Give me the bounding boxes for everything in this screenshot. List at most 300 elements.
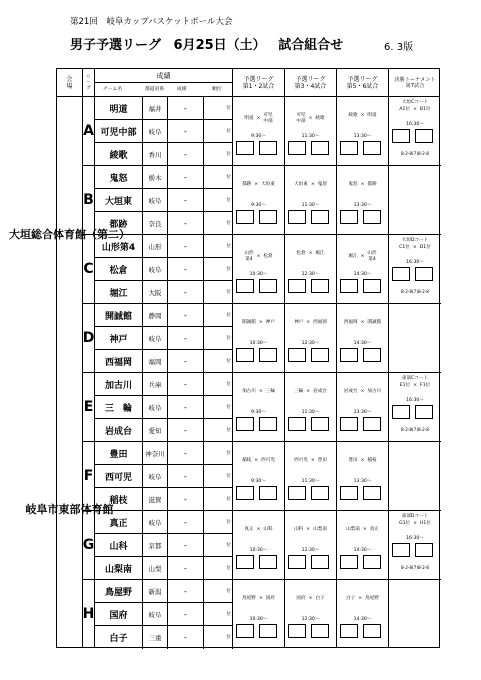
match-team-a: A1位: [399, 107, 411, 112]
team-prefecture: 岐阜: [143, 327, 168, 349]
game-format-note: 8-2-8(7)8-2-8: [401, 427, 429, 432]
match-pairing: [338, 596, 387, 602]
team-record: -: [168, 189, 204, 211]
m34-cell: [285, 373, 337, 441]
venue-char: 大: [9, 227, 20, 241]
score-box-b: [415, 129, 433, 143]
league-group-c: [83, 235, 441, 304]
rank-suffix: 位: [226, 244, 231, 249]
m34-cell: [285, 304, 337, 372]
team-rank: [204, 488, 233, 511]
vs-mark: ×: [360, 389, 365, 394]
match-pairing: [390, 245, 440, 251]
score-boxes: [340, 555, 381, 569]
score-box-b: [363, 624, 381, 638]
league-letter: H: [83, 580, 95, 648]
vs-mark: ×: [308, 596, 313, 601]
m56-cell: [337, 304, 389, 372]
team-record: -: [168, 235, 204, 257]
match-pairing: [390, 383, 440, 389]
m34-cell: [285, 442, 337, 510]
match-pairing: [234, 389, 283, 395]
team-record: -: [168, 304, 204, 326]
vs-mark: ×: [360, 320, 365, 325]
team-row: [95, 373, 233, 396]
team-row: [95, 258, 233, 281]
vs-mark: ×: [254, 458, 259, 463]
match-team-a: 松倉: [296, 251, 306, 256]
m56-cell: [337, 166, 389, 234]
venue-char: 岐: [25, 503, 37, 517]
m34-cell: [285, 166, 337, 234]
score-box-b: [259, 141, 277, 155]
score-boxes: [236, 486, 277, 500]
rank-header: 順位: [212, 87, 222, 92]
match-time: 13:30〜: [353, 410, 372, 415]
venue-char: ）: [119, 227, 130, 241]
vs-mark: ×: [258, 596, 263, 601]
rank-suffix: 位: [226, 497, 231, 502]
match-pairing: [234, 527, 283, 533]
venue-char: 育: [91, 503, 103, 517]
team-name: 鳥屋野: [95, 580, 143, 602]
match-team-a: C1位: [399, 245, 410, 250]
league-group-d: [83, 304, 441, 373]
team-rank: [204, 534, 233, 556]
team-row: [95, 488, 233, 511]
rank-suffix: 位: [226, 635, 231, 640]
team-row: [95, 189, 233, 212]
team-row: [95, 350, 233, 373]
venue-char: 館: [75, 227, 86, 241]
team-prefecture: 岐阜: [143, 396, 168, 418]
match-pairing: [286, 527, 335, 533]
m34-cell: [285, 235, 337, 303]
match-time: 12:30〜: [301, 617, 320, 622]
team-rank: [204, 557, 233, 580]
score-box-b: [259, 417, 277, 431]
match-pairing: [234, 113, 283, 124]
score-box-a: [288, 141, 306, 155]
venue-char: 部: [69, 503, 81, 517]
league-letter: B: [83, 166, 95, 234]
match-team-b: 真正: [369, 527, 379, 532]
final-header: 決勝トーナメント 第7試合: [394, 76, 436, 89]
m56-cell: [337, 580, 389, 648]
rank-suffix: 位: [226, 451, 231, 456]
team-name: 加古川: [95, 373, 143, 395]
team-row: [95, 212, 233, 235]
venue-char: 体: [80, 503, 92, 517]
rank-suffix: 位: [226, 589, 231, 594]
score-box-a: [392, 405, 410, 419]
league-letter: D: [83, 304, 95, 372]
vs-mark: ×: [362, 527, 367, 532]
match-team-b: 堀江: [315, 251, 325, 256]
match-team-a: 加古川: [242, 389, 256, 394]
score-box-b: [259, 210, 277, 224]
team-name: 岩成台: [95, 419, 143, 442]
score-box-b: [259, 555, 277, 569]
team-row: [95, 120, 233, 143]
match-time: 11:30〜: [301, 410, 320, 415]
score-box-a: [288, 348, 306, 362]
score-box-a: [236, 417, 254, 431]
team-rank: [204, 166, 233, 188]
score-box-b: [259, 486, 277, 500]
match-time: 10:30〜: [249, 617, 268, 622]
court-title: 大垣Dコート: [401, 238, 429, 243]
m56-cell: [337, 235, 389, 303]
score-boxes: [340, 486, 381, 500]
score-boxes: [236, 141, 277, 155]
score-boxes: [288, 624, 329, 638]
league-letter: A: [83, 97, 95, 165]
match-pairing: [286, 113, 335, 124]
match-pairing: [234, 596, 283, 602]
match-pairing: [338, 389, 387, 395]
score-boxes: [236, 555, 277, 569]
team-rank: [204, 350, 233, 373]
match-team-b: 国府: [265, 596, 275, 601]
match-team-a: G1位: [399, 521, 411, 526]
score-box-b: [415, 267, 433, 281]
score-box-b: [259, 279, 277, 293]
table-header: [57, 69, 439, 97]
team-prefecture: 山梨: [143, 557, 168, 580]
score-boxes: [288, 279, 329, 293]
m34-header: 予選リーグ 第3・4試合: [285, 69, 337, 97]
league-group-g: [83, 511, 441, 580]
score-box-a: [340, 417, 358, 431]
team-name: 山形第4: [95, 235, 143, 257]
team-prefecture: 福井: [143, 97, 168, 119]
score-box-a: [340, 555, 358, 569]
venue-char: 合: [42, 227, 53, 241]
match-time: 16:30〜: [406, 122, 424, 127]
match-time: 13:30〜: [353, 203, 372, 208]
score-boxes: [236, 348, 277, 362]
score-box-a: [340, 279, 358, 293]
score-box-b: [311, 486, 329, 500]
league-group-b: [83, 166, 441, 235]
venue-char: 総: [31, 227, 42, 241]
score-box-b: [363, 141, 381, 155]
team-prefecture: 岐阜: [143, 258, 168, 280]
match-pairing: [390, 521, 440, 527]
match-team-b: 山形 第4: [367, 251, 377, 262]
score-box-b: [311, 279, 329, 293]
final-cell: [389, 97, 441, 165]
vs-mark: ×: [256, 115, 261, 121]
team-record: -: [168, 120, 204, 142]
date-label: 6月25日（土）: [173, 38, 266, 53]
rank-suffix: 位: [226, 175, 231, 180]
score-box-b: [363, 348, 381, 362]
team-prefecture: 奈良: [143, 212, 168, 235]
score-box-a: [236, 279, 254, 293]
match-time: 11:30〜: [301, 134, 320, 139]
rank-suffix: 位: [226, 290, 231, 295]
score-box-b: [311, 348, 329, 362]
m34-cell: [285, 580, 337, 648]
team-name: 稲枝: [95, 488, 143, 511]
match-time: 10:30〜: [249, 272, 268, 277]
team-record: -: [168, 511, 204, 533]
team-row: [95, 465, 233, 488]
match-pairing: [234, 251, 283, 262]
m12-cell: [233, 580, 285, 648]
vs-mark: ×: [306, 527, 311, 532]
match-team-a: 山科: [294, 527, 304, 532]
team-name: 西可児: [95, 465, 143, 487]
team-record: -: [168, 212, 204, 235]
match-team-a: 山形 第4: [244, 251, 254, 262]
score-boxes: [392, 267, 433, 281]
score-box-b: [259, 624, 277, 638]
team-prefecture: 岐阜: [143, 511, 168, 533]
score-box-a: [236, 555, 254, 569]
team-rank: [204, 626, 233, 649]
tournament-title: 第21回 岐阜カップバスケットボール大会: [70, 17, 233, 27]
score-box-b: [363, 279, 381, 293]
team-prefecture: 新潟: [143, 580, 168, 602]
score-box-b: [415, 543, 433, 557]
rank-suffix: 位: [226, 428, 231, 433]
match-pairing: [286, 458, 335, 464]
score-boxes: [288, 417, 329, 431]
score-boxes: [340, 279, 381, 293]
m12-cell: [233, 304, 285, 372]
vs-mark: ×: [310, 458, 315, 463]
score-box-a: [288, 555, 306, 569]
vs-mark: ×: [360, 458, 365, 463]
team-rank: [204, 396, 233, 418]
match-team-b: 山梨南: [313, 527, 327, 532]
team-record: -: [168, 580, 204, 602]
match-pairing: [338, 458, 387, 464]
score-box-a: [288, 417, 306, 431]
team-rank: [204, 304, 233, 326]
score-boxes: [288, 141, 329, 155]
match-time: 12:30〜: [301, 272, 320, 277]
match-time: 16:30〜: [406, 398, 424, 403]
score-boxes: [288, 486, 329, 500]
match-pairing: [390, 107, 440, 113]
score-boxes: [236, 279, 277, 293]
match-team-a: 豊田: [348, 458, 358, 463]
match-pairing: [286, 182, 335, 188]
match-team-a: 堀江: [348, 253, 358, 259]
match-team-a: 鬼怒: [348, 182, 358, 187]
score-box-b: [311, 210, 329, 224]
score-box-b: [311, 141, 329, 155]
match-team-b: 明道: [367, 113, 377, 118]
m56-cell: [337, 511, 389, 579]
vs-mark: ×: [306, 320, 311, 325]
match-team-b: D1位: [419, 245, 431, 250]
team-record: -: [168, 396, 204, 418]
m34-cell: [285, 511, 337, 579]
team-name: 堀江: [95, 281, 143, 304]
score-boxes: [288, 555, 329, 569]
team-rank: [204, 511, 233, 533]
rank-suffix: 位: [226, 313, 231, 318]
score-boxes: [340, 141, 381, 155]
doc-title: 試合組合せ: [278, 38, 344, 53]
rank-suffix: 位: [226, 543, 231, 548]
venue-char: 東: [58, 503, 70, 517]
league-group-a: [83, 97, 441, 166]
team-row: [95, 143, 233, 166]
rank-suffix: 位: [226, 106, 231, 111]
score-boxes: [236, 624, 277, 638]
score-boxes: [340, 210, 381, 224]
match-pairing: [286, 596, 335, 602]
team-name: 可児中部: [95, 120, 143, 142]
team-prefecture: 滋賀: [143, 488, 168, 511]
team-prefecture: 福岡: [143, 350, 168, 373]
match-time: 14:30〜: [353, 548, 372, 553]
final-cell: [389, 166, 441, 234]
match-team-b: 神戸: [265, 320, 275, 325]
rank-suffix: 位: [226, 221, 231, 226]
score-box-a: [236, 624, 254, 638]
team-record: -: [168, 97, 204, 119]
m56-header: 予選リーグ 第5・6試合: [337, 69, 389, 97]
score-boxes: [288, 210, 329, 224]
league-letter: C: [83, 235, 95, 303]
match-pairing: [286, 389, 335, 395]
team-row: [95, 396, 233, 419]
score-box-b: [311, 417, 329, 431]
score-box-b: [363, 210, 381, 224]
team-prefecture: 山形: [143, 235, 168, 257]
version-label: 6. 3版: [384, 42, 414, 53]
schedule-table: [9, 68, 440, 648]
score-boxes: [392, 129, 433, 143]
rank-suffix: 位: [226, 267, 231, 272]
match-time: 14:30〜: [353, 617, 372, 622]
match-team-a: 西可児: [294, 458, 308, 463]
vs-mark: ×: [413, 521, 417, 526]
match-team-a: 可児 中部: [296, 113, 306, 124]
team-record: -: [168, 419, 204, 442]
team-name: 綾歌: [95, 143, 143, 166]
match-team-b: 三輪: [265, 389, 275, 394]
team-name: 都跡: [95, 212, 143, 235]
match-team-a: 国府: [296, 596, 306, 601]
match-team-a: 神戸: [294, 320, 304, 325]
league-header: リ ー グ: [83, 69, 95, 97]
m34-cell: [285, 97, 337, 165]
score-boxes: [236, 210, 277, 224]
team-rank: [204, 442, 233, 464]
team-row: [95, 511, 233, 534]
match-pairing: [234, 182, 283, 188]
team-name: 三 輪: [95, 396, 143, 418]
page-title: [70, 34, 351, 53]
team-row: [95, 442, 233, 465]
match-team-a: 真正: [244, 527, 254, 532]
team-name: 山梨南: [95, 557, 143, 580]
match-team-a: 山梨南: [346, 527, 360, 532]
match-pairing: [234, 458, 283, 464]
match-team-b: B1位: [419, 107, 431, 112]
team-record: -: [168, 373, 204, 395]
vs-mark: ×: [412, 245, 417, 250]
team-name: 西福岡: [95, 350, 143, 373]
team-rank: [204, 235, 233, 257]
match-time: 12:30〜: [301, 548, 320, 553]
rank-suffix: 位: [226, 405, 231, 410]
match-team-b: 加古川: [367, 389, 382, 394]
team-record: -: [168, 465, 204, 487]
score-boxes: [392, 543, 433, 557]
rank-suffix: 位: [226, 359, 231, 364]
league-letter: G: [83, 511, 95, 579]
score-box-a: [288, 279, 306, 293]
score-box-a: [236, 141, 254, 155]
team-row: [95, 603, 233, 626]
venue-char: 体: [53, 227, 64, 241]
final-cell: [389, 304, 441, 372]
m12-cell: [233, 166, 285, 234]
match-time: 9:30〜: [251, 134, 266, 139]
match-time: 13:30〜: [353, 134, 372, 139]
team-rank: [204, 189, 233, 211]
score-boxes: [392, 405, 433, 419]
team-name: 神戸: [95, 327, 143, 349]
vs-mark: ×: [360, 113, 365, 118]
match-time: 11:30〜: [301, 479, 320, 484]
team-name: 明道: [95, 97, 143, 119]
team-rank: [204, 373, 233, 395]
vs-mark: ×: [308, 251, 313, 256]
score-box-a: [236, 348, 254, 362]
m12-cell: [233, 235, 285, 303]
venue-char: 二: [108, 227, 119, 241]
m56-cell: [337, 442, 389, 510]
court-title: 東部Dコート: [401, 514, 429, 519]
match-team-b: 松倉: [263, 253, 273, 259]
vs-mark: ×: [258, 389, 263, 394]
team-row: [95, 580, 233, 603]
score-box-a: [288, 210, 306, 224]
match-team-a: 都跡: [242, 182, 252, 187]
match-team-b: 開誠館: [367, 320, 382, 325]
team-prefecture: 兵庫: [143, 373, 168, 395]
match-team-a: 大垣東: [294, 182, 308, 187]
team-record: -: [168, 603, 204, 625]
match-time: 14:30〜: [353, 272, 372, 277]
team-row: [95, 626, 233, 649]
score-box-b: [415, 405, 433, 419]
league-letter: E: [83, 373, 95, 441]
team-name: 白子: [95, 626, 143, 649]
venue-char: 阜: [36, 503, 48, 517]
rank-suffix: 位: [226, 129, 231, 134]
rank-suffix: 位: [226, 566, 231, 571]
match-pairing: [338, 113, 387, 119]
score-box-a: [392, 267, 410, 281]
vs-mark: ×: [413, 383, 418, 388]
team-rank: [204, 143, 233, 166]
match-team-b: 白子: [315, 596, 325, 601]
team-record: -: [168, 327, 204, 349]
score-box-a: [392, 543, 410, 557]
venue-char: 第: [97, 227, 108, 241]
